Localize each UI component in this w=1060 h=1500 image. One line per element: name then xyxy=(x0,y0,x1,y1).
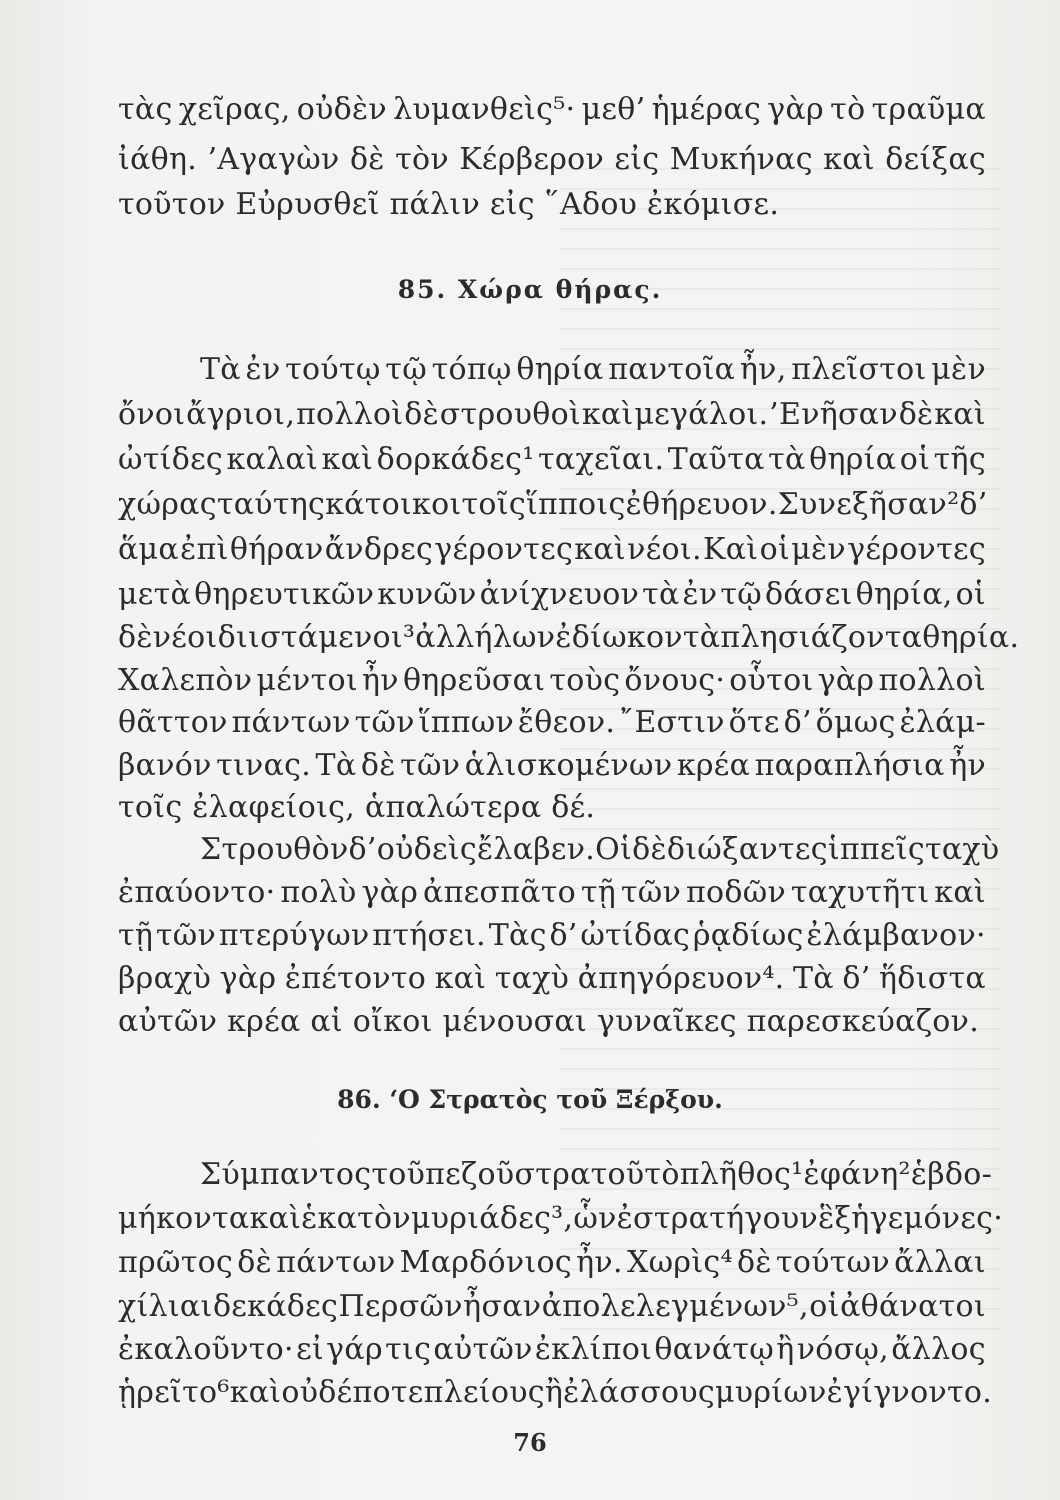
bleed-through-shadow xyxy=(560,150,1000,1330)
text-line: βανόν τινας. Τὰ δὲ τῶν ἁλισκομένων κρέα παραπλήσια ἦν xyxy=(118,748,986,783)
text-line: ἅμα ἐπὶ θήραν ἄνδρες γέροντες καὶ νέοι. Καὶ οἱ μὲν γέροντες xyxy=(118,532,986,567)
section-heading-85: 85. Χώρα θήρας. xyxy=(397,275,663,304)
text-line: τῇ τῶν πτερύγων πτήσει. Τὰς δ’ ὠτίδας ῥᾳδίως ἐλάμβανον· xyxy=(118,918,986,953)
text-line: δὲ νέοι διιστάμενοι³ ἀλλήλων ἐδίωκον τὰ πλησιάζοντα θηρία. xyxy=(118,620,1020,655)
text-line: αὐτῶν κρέα αἱ οἴκοι μένουσαι γυναῖκες παρεσκεύαζον. xyxy=(118,1004,980,1039)
text-line: χίλιαι δεκάδες Περσῶν ἦσαν ἀπολελεγμένων⁵, οἱ ἀθάνατοι xyxy=(118,1289,986,1324)
text-line: ᾑρεῖτο⁶ καὶ οὐδέποτε πλείους ἢ ἐλάσσους μυρίων ἐγίγνοντο. xyxy=(118,1375,993,1410)
text-line: Χαλεπὸν μέντοι ἦν θηρεῦσαι τοὺς ὄνους· οὗτοι γὰρ πολλοὶ xyxy=(118,663,986,698)
text-line: τὰς χεῖρας, οὐδὲν λυμανθεὶς⁵· μεθ’ ἡμέρας γὰρ τὸ τραῦμα xyxy=(118,92,986,127)
text-line: Σύμπαντος τοῦ πεζοῦ στρατοῦ τὸ πλῆθος¹ ἐφάνη² ἑβδο- xyxy=(200,1157,993,1192)
text-line: πρῶτος δὲ πάντων Μαρδόνιος ἦν. Χωρὶς⁴ δὲ τούτων ἄλλαι xyxy=(118,1245,986,1280)
text-line: θᾶττον πάντων τῶν ἵππων ἔθεον. ῎Εστιν ὅτε δ’ ὅμως ἐλάμ- xyxy=(118,705,986,740)
page-number: 76 xyxy=(513,1428,547,1457)
text-line: μήκοντα καὶ ἑκατὸν μυριάδες³, ὧν ἐστρατήγουν ἓξ ἡγεμόνες· xyxy=(118,1201,1004,1236)
text-line: ἐπαύοντο· πολὺ γὰρ ἀπεσπᾶτο τῇ τῶν ποδῶν ταχυτῆτι καὶ xyxy=(118,875,986,910)
text-line: τοῖς ἐλαφείοις, ἁπαλώτερα δέ. xyxy=(118,790,596,825)
text-line: ἐκαλοῦντο· εἰ γάρ τις αὐτῶν ἐκλίποι θανάτῳ ἢ νόσῳ, ἄλλος xyxy=(118,1332,986,1367)
text-line: Τὰ ἐν τούτῳ τῷ τόπῳ θηρία παντοῖα ἦν, πλεῖστοι μὲν xyxy=(200,352,986,387)
section-heading-86: 86. ‘Ο Στρατὸς τοῦ Ξέρξου. xyxy=(337,1085,723,1114)
text-line: τοῦτον Εὐρυσθεῖ πάλιν εἰς ῞Αδου ἐκόμισε. xyxy=(118,187,780,222)
text-line: ὄνοι ἄγριοι, πολλοὶ δὲ στρουθοὶ καὶ μεγάλοι. ’Ενῆσαν δὲ καὶ xyxy=(118,397,986,432)
text-line: μετὰ θηρευτικῶν κυνῶν ἀνίχνευον τὰ ἐν τῷ δάσει θηρία, οἱ xyxy=(118,577,986,612)
text-line: Στρουθὸν δ’ οὐδεὶς ἔλαβεν. Οἱ δὲ διώξαντες ἱππεῖς ταχὺ xyxy=(200,832,1000,867)
text-line: ὠτίδες καλαὶ καὶ δορκάδες¹ ταχεῖαι. Ταῦτα τὰ θηρία οἱ τῆς xyxy=(118,442,986,477)
text-line: βραχὺ γὰρ ἐπέτοντο καὶ ταχὺ ἀπηγόρευον⁴. Τὰ δ’ ἥδιστα xyxy=(118,961,986,996)
text-line: ἰάθη. ’Αγαγὼν δὲ τὸν Κέρβερον εἰς Μυκήνας καὶ δείξας xyxy=(118,142,986,177)
text-line: χώρας ταύτης κάτοικοι τοῖς ἵπποις ἐθήρευον. Συνεξῆσαν² δ’ xyxy=(118,487,988,522)
